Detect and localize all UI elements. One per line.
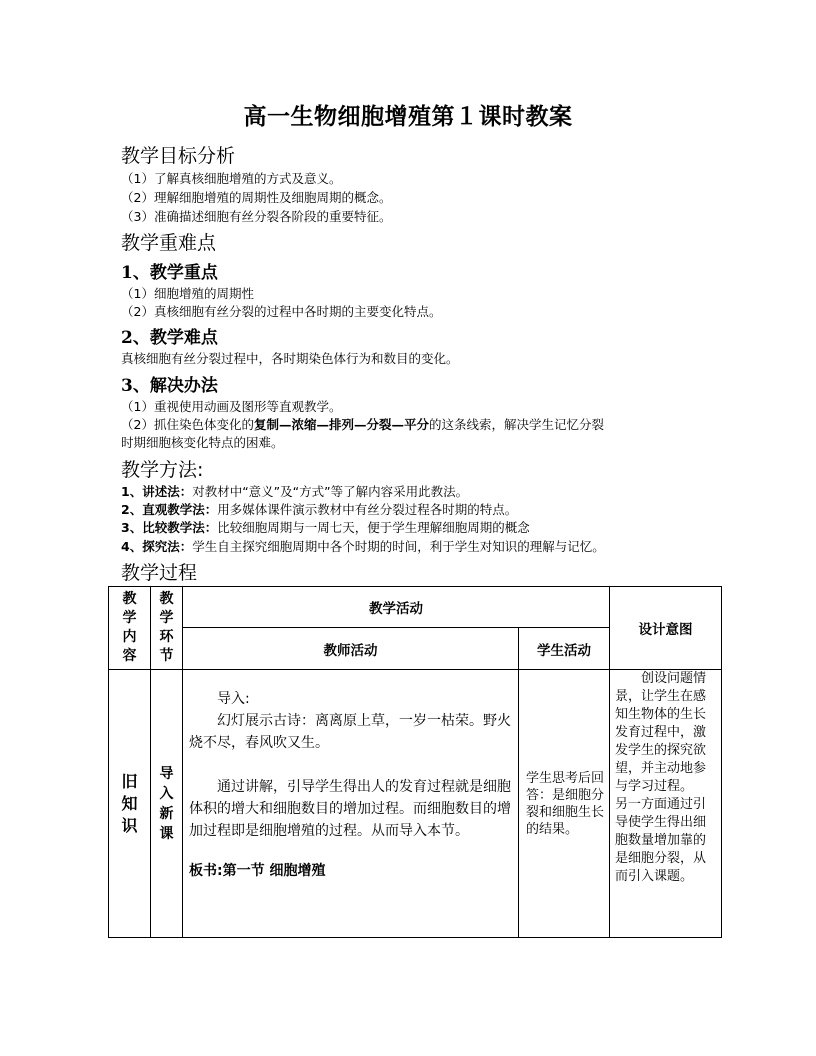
header-student: 学生活动 xyxy=(519,628,610,670)
teacher-activity xyxy=(183,670,519,938)
goal-item: （2）理解细胞增殖的周期性及细胞周期的概念。 xyxy=(121,190,392,205)
goals-heading: 教学目标分析 xyxy=(121,145,236,167)
key-item: （1）细胞增殖的周期性 xyxy=(121,286,254,301)
method-label: 3、比较教学法： xyxy=(121,520,218,535)
header-content-text: 教学内容 xyxy=(122,591,137,664)
header-design: 设计意图 xyxy=(610,587,722,670)
key-item: （2）真核细胞有丝分裂的过程中各时期的主要变化特点。 xyxy=(121,304,442,319)
header-stage xyxy=(151,587,183,670)
solution-item-pre: （2）抓住染色体变化的 xyxy=(121,417,254,432)
teacher-board: 板书:第一节 细胞增殖 xyxy=(189,863,326,879)
solution-item-continued: 时期细胞核变化特点的困难。 xyxy=(121,435,284,450)
design-intent: 创设问题情景，让学生在感知生物体的生长发育过程中，激发学生的探究欲望，并主动地参与学习过程。 另一方面通过引导使学生得出细胞数量增加靠的是细胞分裂，从而引入课题。 xyxy=(610,670,722,938)
method-text: 学生自主探究细胞周期中各个时期的时间，利于学生对知识的理解与记忆。 xyxy=(192,539,605,554)
difficulty-heading: 2、教学难点 xyxy=(121,328,218,348)
difficulty-text: 真核细胞有丝分裂过程中，各时期染色体行为和数目的变化。 xyxy=(121,351,459,366)
row-content-text: 旧知识 xyxy=(121,771,138,835)
methods-heading: 教学方法: xyxy=(121,459,204,481)
method-label: 2、直观教学法： xyxy=(121,502,218,517)
teacher-paragraph: 幻灯展示古诗：离离原上草，一岁一枯荣。野火烧不尽，春风吹又生。 xyxy=(189,713,511,751)
keypoints-heading: 教学重难点 xyxy=(121,232,217,254)
header-teacher: 教师活动 xyxy=(183,628,519,670)
method-item xyxy=(121,537,605,555)
teacher-paragraph: 导入: xyxy=(189,691,250,707)
header-activity: 教学活动 xyxy=(183,587,610,628)
solution-heading: 3、解决办法 xyxy=(121,376,218,396)
solution-item-bold: 复制—浓缩—排列—分裂—平分 xyxy=(253,417,429,432)
row-content xyxy=(109,670,151,938)
method-text: 用多媒体课件演示教材中有丝分裂过程各时期的特点。 xyxy=(217,502,518,517)
method-label: 1、讲述法： xyxy=(121,484,193,499)
method-text: 对教材中“意义”及“方式”等了解内容采用此教法。 xyxy=(192,484,469,499)
goal-item: （3）准确描述细胞有丝分裂各阶段的重要特征。 xyxy=(121,209,392,224)
process-heading: 教学过程 xyxy=(121,562,198,584)
lesson-table xyxy=(108,586,722,938)
row-stage-text: 导入新课 xyxy=(159,765,174,842)
row-stage xyxy=(151,670,183,938)
page-title: 高一生物细胞增殖第１课时教案 xyxy=(243,103,573,130)
solution-item xyxy=(121,415,604,433)
header-stage-text: 教学环节 xyxy=(159,591,174,664)
method-item xyxy=(121,500,517,518)
method-label: 4、探究法： xyxy=(121,539,193,554)
header-content xyxy=(109,587,151,670)
method-item xyxy=(121,518,530,536)
method-item xyxy=(121,482,468,500)
goal-item: （1）了解真核细胞增殖的方式及意义。 xyxy=(121,171,342,186)
method-text: 比较细胞周期与一周七天，便于学生理解细胞周期的概念 xyxy=(217,520,530,535)
solution-item-post: 的这条线索，解决学生记忆分裂 xyxy=(428,417,604,432)
solution-item: （1）重视使用动画及图形等直观教学。 xyxy=(121,399,342,414)
teacher-paragraph: 通过讲解，引导学生得出人的发育过程就是细胞体积的增大和细胞数目的增加过程。而细胞数目的增加过程即是细胞增殖的过程。从而导入本节。 xyxy=(189,779,511,839)
student-activity: 学生思考后回答：是细胞分裂和细胞生长的结果。 xyxy=(519,670,610,938)
key-heading: 1、教学重点 xyxy=(121,263,218,283)
